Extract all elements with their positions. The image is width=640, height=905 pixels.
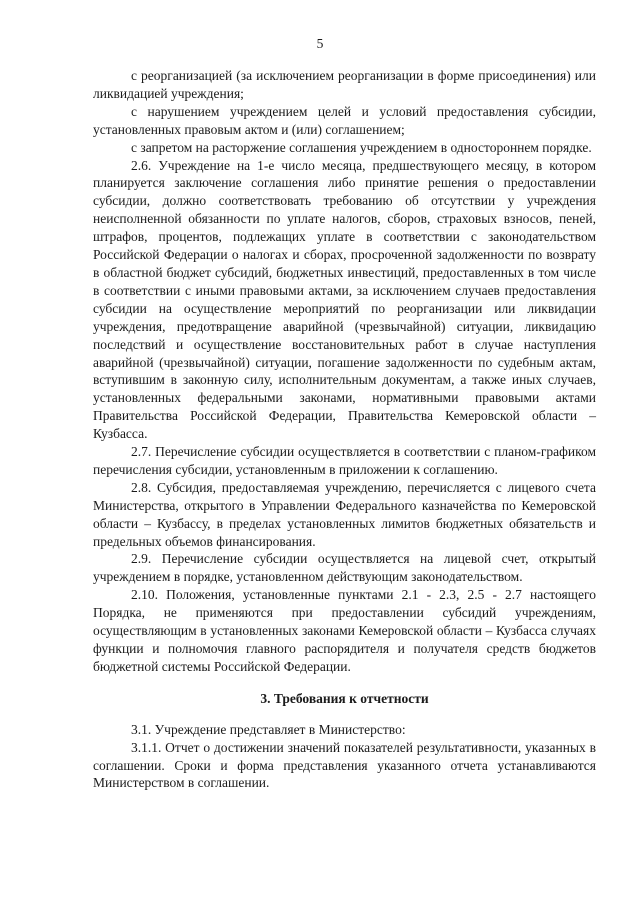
- paragraph-2-6: 2.6. Учреждение на 1-е число месяца, предшествующего месяцу, в котором планируется заключение соглашения либо принятие решения о предоставлении субсидии, должно соответствовать требованию об отсутствии у учреждения неисполненной обязанности по уплате налогов, сборов, страховых взносов, пеней, штрафов, процентов, подлежащих уплате в соответствии с законодательством Российской Федерации о налогах и сборах, просроченной задолженности по возврату в областной бюджет субсидий, бюджетных инвестиций, предоставленных в том числе в соответствии с иными правовыми актами, за исключением случаев предоставления субсидии на осуществление мероприятий по реорганизации или ликвидации учреждения, предотвращение аварийной (чрезвычайной) ситуации, ликвидацию последствий и осуществление восстановительных работ в случае наступления аварийной (чрезвычайной) ситуации, погашение задолженности по судебным актам, вступившим в законную силу, исполнительным документам, а также иных случаев, установленных федеральными законами, нормативными правовыми актами Правительства Российской Федерации, Правительства Кемеровской области – Кузбасса.: [93, 157, 596, 442]
- paragraph-2-7: 2.7. Перечисление субсидии осуществляется в соответствии с планом-графиком перечисления субсидии, установленным в приложении к соглашению.: [93, 444, 596, 477]
- page-number: 5: [316, 36, 324, 51]
- section-heading: 3. Требования к отчетности: [260, 690, 429, 706]
- paragraph-2-10: 2.10. Положения, установленные пунктами 2.1 - 2.3, 2.5 - 2.7 настоящего Порядка, не применяются при предоставлении субсидий учреждениям, осуществляющим в установленных законами Кемеровской области – Кузбасса случаях функции и полномочия главного распорядителя и получателя средств бюджетов бюджетной системы Российской Федерации.: [93, 587, 596, 674]
- paragraph-reorganization: с реорганизацией (за исключением реорганизации в форме присоединения) или ликвидацией учреждения;: [93, 68, 596, 101]
- paragraph-2-9: 2.9. Перечисление субсидии осуществляется на лицевой счет, открытый учреждением в порядке, установленном действующим законодательством.: [93, 551, 596, 585]
- paragraph-3-1-1: 3.1.1. Отчет о достижении значений показателей результативности, указанных в соглашении. Сроки и форма представления указанного отчета устанавливаются Министерством в соглашении.: [93, 739, 596, 791]
- paragraph-3-1: 3.1. Учреждение представляет в Министерство:: [131, 721, 406, 737]
- paragraph-2-8: 2.8. Субсидия, предоставляемая учреждению, перечисляется с лицевого счета Министерства, открытого в Управлении Федерального казначейства по Кемеровской области – Кузбассу, в пределах установленных лимитов бюджетных обязательств и предельных объемов финансирования.: [93, 479, 596, 549]
- document-body: [93, 67, 596, 792]
- paragraph-termination-ban: с запретом на расторжение соглашения учреждением в одностороннем порядке.: [131, 139, 592, 155]
- paragraph-violation: с нарушением учреждением целей и условий предоставления субсидии, установленных правовым актом и (или) соглашением;: [93, 103, 596, 137]
